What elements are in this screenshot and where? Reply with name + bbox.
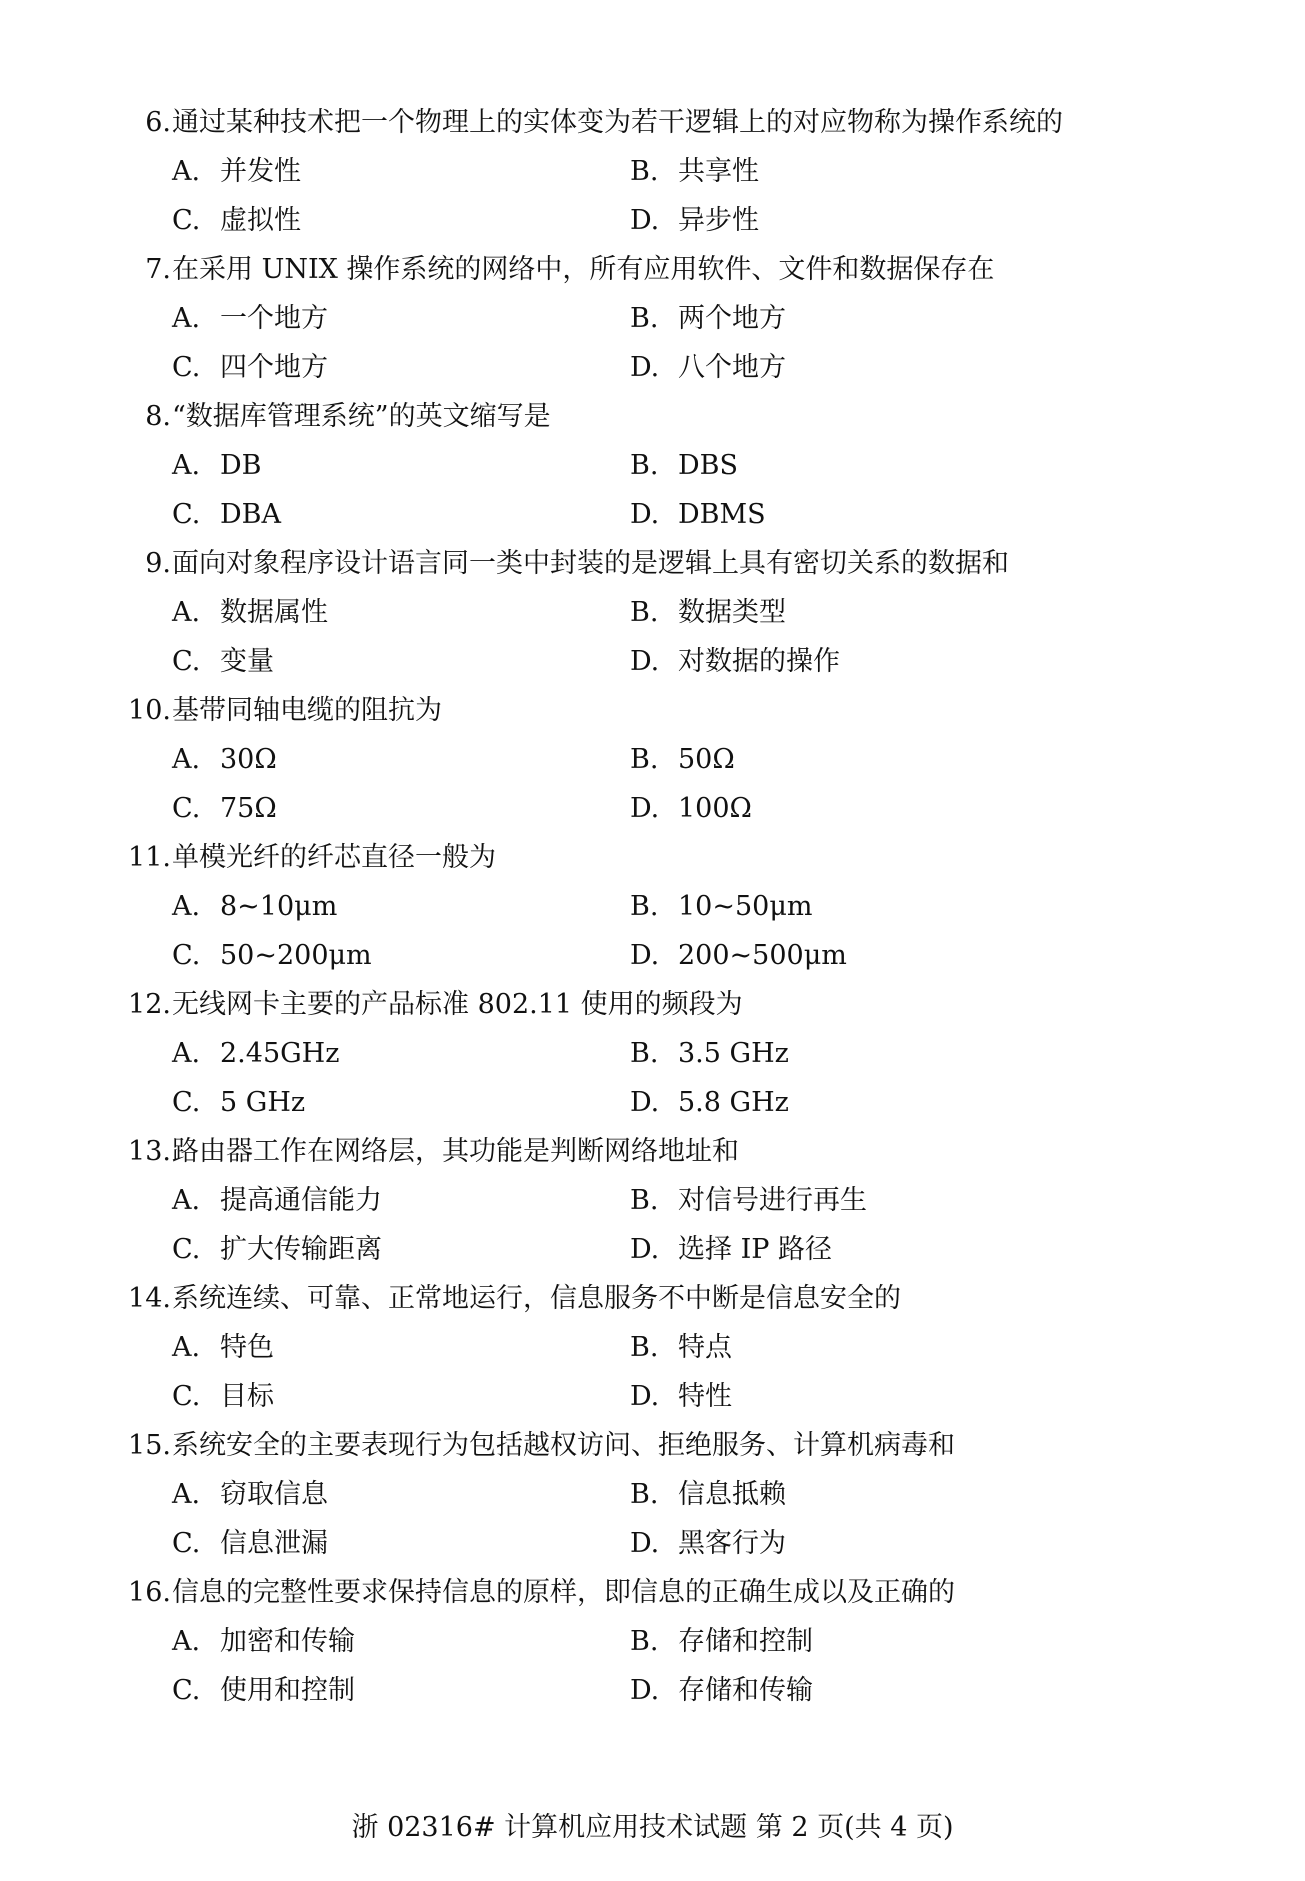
answer-option [630,441,738,490]
question-item [0,392,1305,539]
option-row [0,1617,1305,1666]
option-text: 对数据的操作 [678,646,840,677]
option-text: 对信号进行再生 [678,1185,867,1216]
question-item [0,1127,1305,1274]
option-row [0,147,1305,196]
answer-option [630,588,786,637]
answer-option [172,490,281,539]
answer-option [630,637,840,686]
option-letter: B. [630,597,659,628]
answer-option [630,1372,732,1421]
option-text: 两个地方 [678,303,786,334]
option-letter: B. [630,1626,659,1657]
option-text: 2.45GHz [220,1038,340,1069]
answer-option [172,1617,355,1666]
option-letter: A. [172,597,201,628]
option-text: DB [220,450,262,481]
question-number: 8. [145,401,171,432]
option-letter: A. [172,1626,201,1657]
question-text: 基带同轴电缆的阻抗为 [172,695,442,726]
option-letter: B. [630,1332,659,1363]
answer-option [630,1666,813,1715]
option-row [0,1078,1305,1127]
option-text: 窃取信息 [220,1479,328,1510]
question-item [0,686,1305,833]
option-letter: C. [172,1087,201,1118]
option-text: 特点 [678,1332,732,1363]
question-text: 系统安全的主要表现行为包括越权访问、拒绝服务、计算机病毒和 [172,1430,955,1461]
question-item [0,245,1305,392]
answer-option [630,882,813,931]
option-letter: A. [172,1038,201,1069]
option-text: DBA [220,499,281,530]
option-text: 存储和控制 [678,1626,813,1657]
question-number: 12. [128,989,171,1020]
option-text: 一个地方 [220,303,328,334]
answer-option [172,294,328,343]
option-text: 数据属性 [220,597,328,628]
option-letter: B. [630,1038,659,1069]
question-number: 15. [128,1430,171,1461]
answer-option [172,1519,328,1568]
option-text: 八个地方 [678,352,786,383]
option-letter: C. [172,940,201,971]
option-letter: B. [630,744,659,775]
option-letter: D. [630,1234,660,1265]
answer-option [172,441,262,490]
option-letter: B. [630,156,659,187]
option-text: 四个地方 [220,352,328,383]
option-row [0,1519,1305,1568]
option-text: 异步性 [678,205,759,236]
answer-option [630,1323,732,1372]
question-stem [0,980,1305,1029]
option-text: DBMS [678,499,766,530]
question-stem [0,686,1305,735]
option-letter: D. [630,646,660,677]
option-letter: C. [172,1381,201,1412]
option-row [0,637,1305,686]
question-text: 在采用 UNIX 操作系统的网络中，所有应用软件、文件和数据保存在 [172,254,995,285]
answer-option [630,490,766,539]
answer-option [630,931,847,980]
question-number: 14. [128,1283,171,1314]
option-letter: A. [172,891,201,922]
answer-option [172,1225,382,1274]
question-text: 面向对象程序设计语言同一类中封装的是逻辑上具有密切关系的数据和 [172,548,1009,579]
answer-option [630,196,759,245]
option-text: 75Ω [220,793,277,824]
answer-option [630,1470,786,1519]
option-text: 特性 [678,1381,732,1412]
option-letter: A. [172,303,201,334]
option-letter: A. [172,1185,201,1216]
option-letter: D. [630,1381,660,1412]
option-text: 变量 [220,646,274,677]
page-footer: 浙 02316# 计算机应用技术试题 第 2 页(共 4 页) [351,1812,954,1843]
question-text: 单模光纤的纤芯直径一般为 [172,842,496,873]
answer-option [172,1372,274,1421]
question-text: 信息的完整性要求保持信息的原样，即信息的正确生成以及正确的 [172,1577,955,1608]
option-text: 5.8 GHz [678,1087,789,1118]
answer-option [630,147,759,196]
question-stem [0,1127,1305,1176]
option-letter: A. [172,1332,201,1363]
question-item [0,539,1305,686]
answer-option [172,147,301,196]
option-letter: D. [630,499,660,530]
option-text: 提高通信能力 [220,1185,382,1216]
option-letter: C. [172,1528,201,1559]
option-row [0,588,1305,637]
option-row [0,1323,1305,1372]
question-number: 13. [128,1136,171,1167]
answer-option [630,784,752,833]
question-item [0,1421,1305,1568]
option-text: 100Ω [678,793,752,824]
question-list [0,98,1305,1715]
option-row [0,1225,1305,1274]
option-text: 5 GHz [220,1087,306,1118]
option-letter: B. [630,1479,659,1510]
question-item [0,98,1305,245]
answer-option [172,1323,274,1372]
option-letter: B. [630,450,659,481]
option-row [0,1029,1305,1078]
option-row [0,882,1305,931]
option-text: 30Ω [220,744,277,775]
option-text: 虚拟性 [220,205,301,236]
answer-option [172,784,277,833]
question-item [0,980,1305,1127]
option-letter: A. [172,744,201,775]
option-letter: A. [172,450,201,481]
question-stem [0,245,1305,294]
option-text: 共享性 [678,156,759,187]
answer-option [172,1666,355,1715]
answer-option [172,735,277,784]
question-number: 7. [145,254,171,285]
option-letter: B. [630,1185,659,1216]
question-stem [0,1274,1305,1323]
option-letter: D. [630,1528,660,1559]
option-row [0,1176,1305,1225]
option-text: 8~10μm [220,891,338,922]
option-text: 信息抵赖 [678,1479,786,1510]
question-number: 16. [128,1577,171,1608]
answer-option [630,735,735,784]
answer-option [172,931,372,980]
option-row [0,1372,1305,1421]
question-stem [0,1568,1305,1617]
option-text: 使用和控制 [220,1675,355,1706]
answer-option [630,1029,789,1078]
option-letter: D. [630,793,660,824]
option-text: DBS [678,450,738,481]
answer-option [630,1176,867,1225]
option-row [0,784,1305,833]
option-text: 存储和传输 [678,1675,813,1706]
answer-option [630,294,786,343]
answer-option [172,637,274,686]
answer-option [172,343,328,392]
option-text: 扩大传输距离 [220,1234,382,1265]
option-letter: C. [172,1675,201,1706]
option-text: 数据类型 [678,597,786,628]
option-text: 50~200μm [220,940,372,971]
option-row [0,196,1305,245]
question-text: 路由器工作在网络层，其功能是判断网络地址和 [172,1136,739,1167]
question-item [0,833,1305,980]
answer-option [172,1470,328,1519]
option-letter: C. [172,352,201,383]
answer-option [172,1176,382,1225]
question-text: 通过某种技术把一个物理上的实体变为若干逻辑上的对应物称为操作系统的 [172,107,1063,138]
option-text: 并发性 [220,156,301,187]
question-text: 无线网卡主要的产品标准 802.11 使用的频段为 [172,989,743,1020]
option-text: 10~50μm [678,891,813,922]
option-row [0,931,1305,980]
question-stem [0,98,1305,147]
option-letter: C. [172,205,201,236]
answer-option [630,1225,832,1274]
option-row [0,735,1305,784]
option-text: 选择 IP 路径 [678,1234,832,1265]
question-item [0,1274,1305,1421]
option-text: 200~500μm [678,940,847,971]
option-row [0,343,1305,392]
option-letter: D. [630,205,660,236]
option-row [0,294,1305,343]
option-text: 3.5 GHz [678,1038,789,1069]
question-stem [0,539,1305,588]
option-text: 50Ω [678,744,735,775]
option-row [0,1666,1305,1715]
option-letter: A. [172,156,201,187]
question-text: 系统连续、可靠、正常地运行，信息服务不中断是信息安全的 [172,1283,901,1314]
option-row [0,490,1305,539]
question-item [0,1568,1305,1715]
question-stem [0,1421,1305,1470]
answer-option [172,1078,305,1127]
answer-option [630,1519,786,1568]
option-letter: C. [172,1234,201,1265]
option-text: 黑客行为 [678,1528,786,1559]
option-letter: B. [630,303,659,334]
option-row [0,441,1305,490]
option-letter: D. [630,1087,660,1118]
answer-option [630,1078,789,1127]
answer-option [172,588,328,637]
question-number: 9. [145,548,171,579]
option-text: 特色 [220,1332,274,1363]
answer-option [630,1617,813,1666]
option-text: 信息泄漏 [220,1528,328,1559]
question-text: “数据库管理系统”的英文缩写是 [172,401,551,432]
option-row [0,1470,1305,1519]
answer-option [172,196,301,245]
option-text: 目标 [220,1381,274,1412]
option-letter: C. [172,499,201,530]
option-letter: C. [172,793,201,824]
option-letter: B. [630,891,659,922]
question-number: 10. [128,695,171,726]
question-number: 11. [128,842,171,873]
question-stem [0,833,1305,882]
answer-option [172,882,337,931]
question-stem [0,392,1305,441]
option-letter: A. [172,1479,201,1510]
question-number: 6. [145,107,171,138]
answer-option [630,343,786,392]
answer-option [172,1029,339,1078]
option-letter: C. [172,646,201,677]
option-text: 加密和传输 [220,1626,355,1657]
option-letter: D. [630,940,660,971]
option-letter: D. [630,1675,660,1706]
option-letter: D. [630,352,660,383]
